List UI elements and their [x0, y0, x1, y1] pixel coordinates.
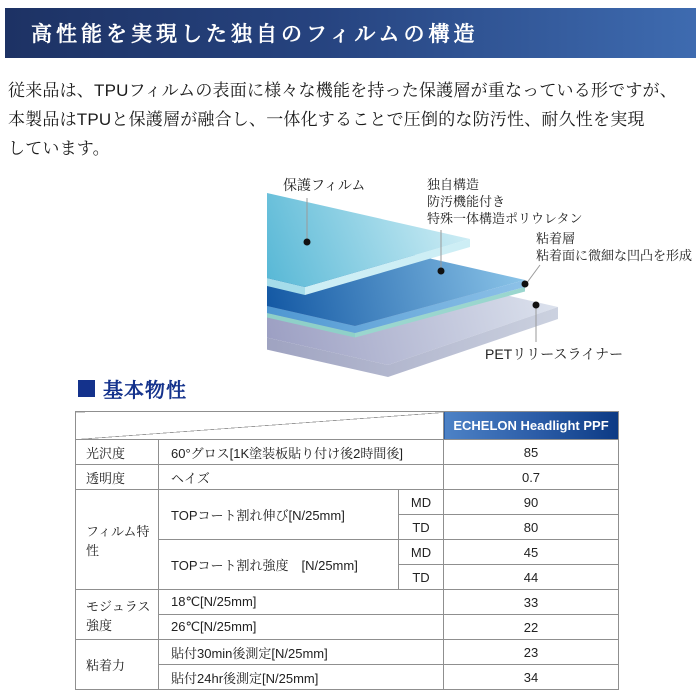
condition-cell: ヘイズ	[159, 465, 444, 490]
basic-properties-table	[75, 411, 619, 690]
condition-cell: 26℃[N/25mm]	[159, 615, 444, 640]
table-row	[76, 465, 619, 490]
value-cell: 33	[444, 590, 619, 615]
value-cell: 80	[444, 515, 619, 540]
value-cell: 45	[444, 540, 619, 565]
section-title-basic-properties: 基本物性	[78, 374, 187, 403]
value-cell: 22	[444, 615, 619, 640]
condition-cell: 60°グロス[1K塗装板貼り付け後2時間後]	[159, 440, 444, 465]
product-column-header: ECHELON Headlight PPF	[444, 412, 619, 440]
label-pet-release-liner: PETリリースライナー	[485, 346, 624, 362]
direction-cell: TD	[399, 565, 444, 590]
direction-cell: TD	[399, 515, 444, 540]
direction-cell: MD	[399, 490, 444, 515]
table-row	[76, 590, 619, 615]
intro-paragraph	[8, 76, 696, 163]
value-cell: 0.7	[444, 465, 619, 490]
intro-line: 従来品は、TPUフィルムの表面に様々な機能を持った保護層が重なっている形ですが、	[8, 81, 677, 100]
intro-line: しています。	[8, 139, 110, 158]
category-cell: フィルム特性	[76, 490, 159, 590]
value-cell: 23	[444, 640, 619, 665]
condition-cell: 18℃[N/25mm]	[159, 590, 444, 615]
table-row	[76, 490, 619, 515]
table-corner-cell	[76, 412, 444, 440]
category-cell: 粘着力	[76, 640, 159, 690]
condition-cell: 貼付24hr後測定[N/25mm]	[159, 665, 444, 690]
table-row	[76, 640, 619, 665]
label-adhesive-layer: 粘着層 粘着面に微細な凹凸を形成	[536, 231, 693, 263]
film-structure-diagram	[240, 172, 700, 380]
condition-cell: TOPコート割れ伸び[N/25mm]	[159, 490, 399, 540]
condition-cell: 貼付30min後測定[N/25mm]	[159, 640, 444, 665]
value-cell: 44	[444, 565, 619, 590]
section-square-icon	[78, 380, 95, 397]
condition-cell: TOPコート割れ強度 [N/25mm]	[159, 540, 399, 590]
value-cell: 85	[444, 440, 619, 465]
page-header-banner	[5, 8, 696, 58]
table-row	[76, 440, 619, 465]
category-cell: モジュラス強度	[76, 590, 159, 640]
label-protective-film: 保護フィルム	[283, 177, 366, 193]
value-cell: 90	[444, 490, 619, 515]
category-cell: 光沢度	[76, 440, 159, 465]
page-title: 高性能を実現した独自のフィルムの構造	[31, 22, 479, 46]
direction-cell: MD	[399, 540, 444, 565]
table-header-row	[76, 412, 619, 440]
value-cell: 34	[444, 665, 619, 690]
category-cell: 透明度	[76, 465, 159, 490]
label-unique-structure: 独自構造 防汚機能付き 特殊一体構造ポリウレタン	[427, 177, 583, 226]
intro-line: 本製品はTPUと保護層が融合し、一体化することで圧倒的な防汚性、耐久性を実現	[8, 110, 645, 129]
